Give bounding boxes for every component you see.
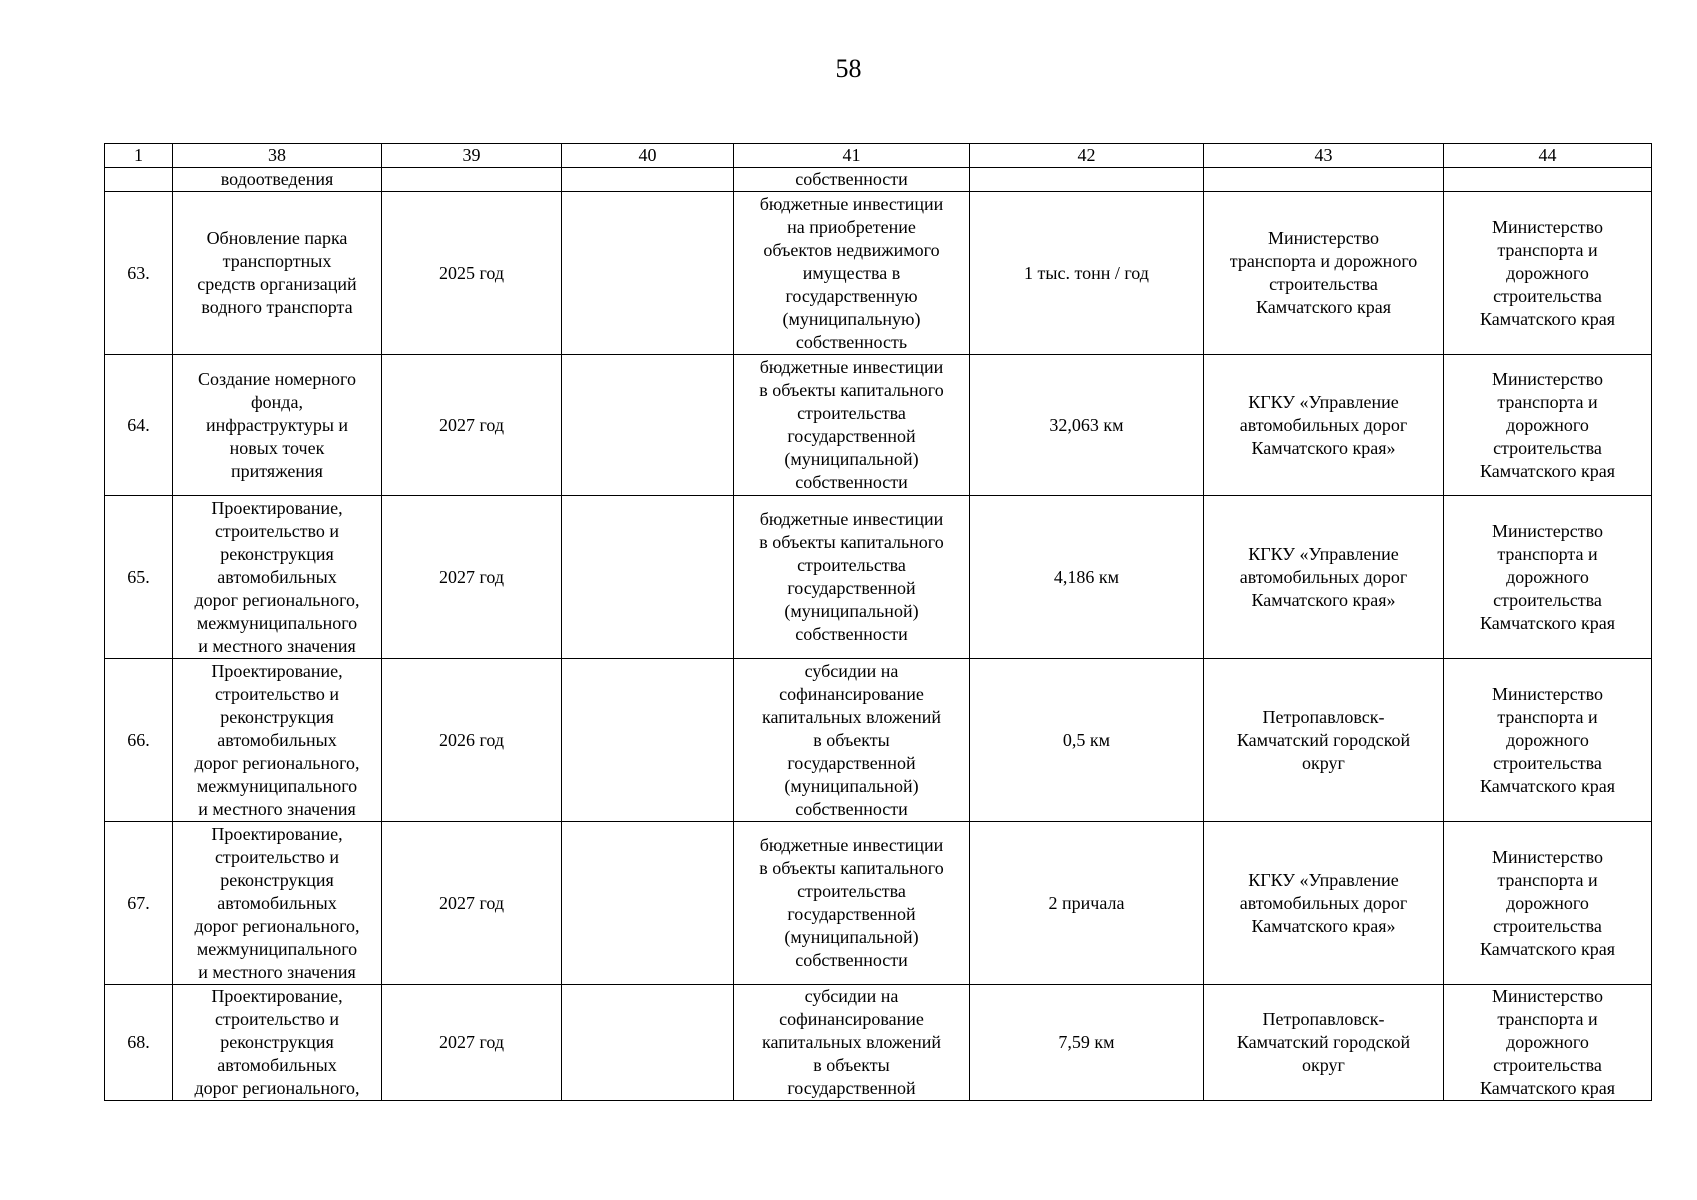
capacity: 32,063 км [970, 355, 1204, 496]
row-number: 65. [105, 496, 173, 659]
column-number: 42 [970, 144, 1204, 168]
measure-name: Обновление парка транспортных средств организаций водного транспорта [173, 192, 382, 355]
responsible-body: Министерство транспорта и дорожного строительства Камчатского края [1444, 496, 1652, 659]
table-row [105, 355, 1652, 496]
table-cell [1204, 168, 1444, 192]
measure-name: Создание номерного фонда, инфраструктуры и новых точек притяжения [173, 355, 382, 496]
capacity: 1 тыс. тонн / год [970, 192, 1204, 355]
measure-name: Проектирование, строительство и реконструкция автомобильных дорог регионального, межмуниципального и местного значения [173, 659, 382, 822]
column-number: 1 [105, 144, 173, 168]
executor: Петропавловск- Камчатский городской округ [1204, 659, 1444, 822]
capacity: 2 причала [970, 822, 1204, 985]
funding-type: бюджетные инвестиции на приобретение объектов недвижимого имущества в государственную (муниципальную) собственность [734, 192, 970, 355]
measures-table [104, 143, 1652, 1101]
capacity: 0,5 км [970, 659, 1204, 822]
measure-name: Проектирование, строительство и реконструкция автомобильных дорог регионального, [194, 986, 360, 1098]
row-number: 67. [105, 822, 173, 985]
column-40-cell [562, 659, 734, 822]
completion-year: 2027 год [382, 985, 562, 1101]
executor: КГКУ «Управление автомобильных дорог Камчатского края» [1204, 496, 1444, 659]
funding-type: бюджетные инвестиции в объекты капитального строительства государственной (муниципальной) собственности [734, 355, 970, 496]
table-cell [970, 168, 1204, 192]
column-number: 40 [562, 144, 734, 168]
table-row [105, 985, 1652, 1101]
table-row [105, 496, 1652, 659]
completion-year: 2026 год [382, 659, 562, 822]
completion-year: 2025 год [382, 192, 562, 355]
measure-name-cell [173, 985, 382, 1101]
column-40-cell [562, 985, 734, 1101]
funding-type: бюджетные инвестиции в объекты капитального строительства государственной (муниципальной) собственности [734, 822, 970, 985]
column-number: 41 [734, 144, 970, 168]
table-cell [1444, 168, 1652, 192]
column-number: 39 [382, 144, 562, 168]
responsible-body: Министерство транспорта и дорожного строительства Камчатского края [1444, 822, 1652, 985]
row-number: 66. [105, 659, 173, 822]
executor: Министерство транспорта и дорожного строительства Камчатского края [1204, 192, 1444, 355]
row-number: 64. [105, 355, 173, 496]
column-40-cell [562, 192, 734, 355]
executor: КГКУ «Управление автомобильных дорог Камчатского края» [1204, 822, 1444, 985]
column-number: 43 [1204, 144, 1444, 168]
table-row [105, 192, 1652, 355]
executor: Петропавловск- Камчатский городской округ [1204, 985, 1444, 1101]
column-number: 38 [173, 144, 382, 168]
table-cell: водоотведения [173, 168, 382, 192]
responsible-body: Министерство транспорта и дорожного строительства Камчатского края [1444, 659, 1652, 822]
funding-type-cell [734, 985, 970, 1101]
completion-year: 2027 год [382, 355, 562, 496]
funding-type: бюджетные инвестиции в объекты капитального строительства государственной (муниципальной) собственности [734, 496, 970, 659]
table-cell [562, 168, 734, 192]
column-40-cell [562, 496, 734, 659]
continuation-row [105, 168, 1652, 192]
row-number: 63. [105, 192, 173, 355]
table-cell [382, 168, 562, 192]
table-cell [105, 168, 173, 192]
responsible-body: Министерство транспорта и дорожного строительства Камчатского края [1444, 192, 1652, 355]
measure-name: Проектирование, строительство и реконструкция автомобильных дорог регионального, межмуниципального и местного значения [173, 822, 382, 985]
responsible-body: Министерство транспорта и дорожного строительства Камчатского края [1444, 355, 1652, 496]
table-cell: собственности [734, 168, 970, 192]
funding-type: субсидии на софинансирование капитальных вложений в объекты государственной [761, 986, 942, 1098]
completion-year: 2027 год [382, 496, 562, 659]
page-number: 58 [835, 54, 862, 83]
capacity: 4,186 км [970, 496, 1204, 659]
executor: КГКУ «Управление автомобильных дорог Камчатского края» [1204, 355, 1444, 496]
measure-name: Проектирование, строительство и реконструкция автомобильных дорог регионального, межмуниципального и местного значения [173, 496, 382, 659]
column-40-cell [562, 355, 734, 496]
responsible-body: Министерство транспорта и дорожного строительства Камчатского края [1479, 986, 1616, 1098]
column-number: 44 [1444, 144, 1652, 168]
column-40-cell [562, 822, 734, 985]
column-number-row [105, 144, 1652, 168]
funding-type: субсидии на софинансирование капитальных вложений в объекты государственной (муниципальной) собственности [734, 659, 970, 822]
responsible-body-cell [1444, 985, 1652, 1101]
table-row [105, 822, 1652, 985]
table-row [105, 659, 1652, 822]
completion-year: 2027 год [382, 822, 562, 985]
capacity: 7,59 км [970, 985, 1204, 1101]
row-number: 68. [105, 985, 173, 1101]
